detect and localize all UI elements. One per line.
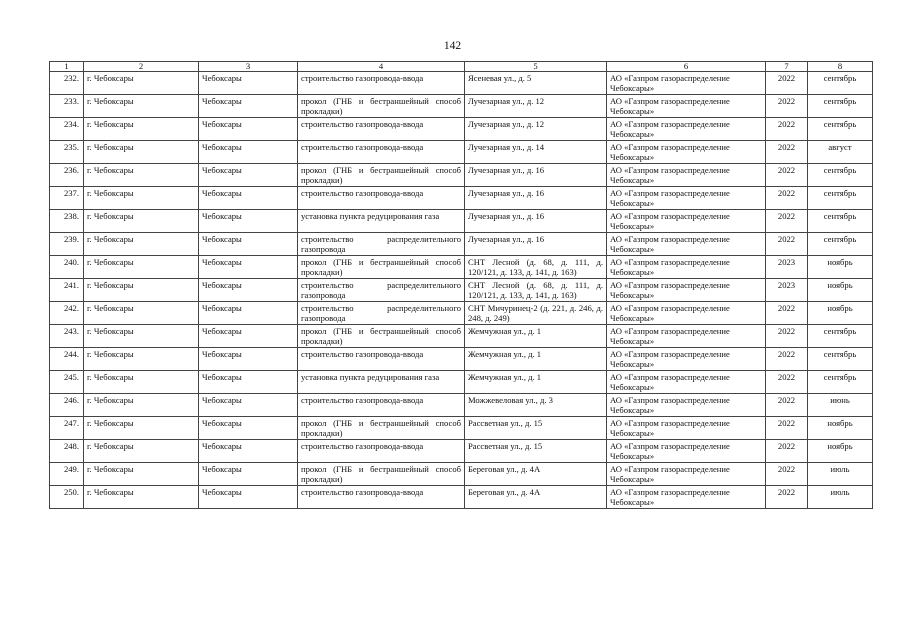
address-cell: СНТ Лесной (д. 68, д. 111, д. 120/121, д. 133, д. 141, д. 163) (465, 279, 607, 302)
locality-cell: Чебоксары (199, 187, 298, 210)
address-cell: Рассветная ул., д. 15 (465, 417, 607, 440)
row-number-cell: 238. (50, 210, 84, 233)
address-cell: Жемчужная ул., д. 1 (465, 371, 607, 394)
table-body (50, 72, 873, 509)
page-number: 142 (443, 40, 462, 52)
address-cell: Жемчужная ул., д. 1 (465, 325, 607, 348)
district-cell: г. Чебоксары (84, 210, 199, 233)
column-header: 6 (607, 62, 766, 72)
organization-cell: АО «Газпром газораспределение Чебоксары» (607, 95, 766, 118)
locality-cell: Чебоксары (199, 463, 298, 486)
organization-cell: АО «Газпром газораспределение Чебоксары» (607, 302, 766, 325)
district-cell: г. Чебоксары (84, 164, 199, 187)
table-row (50, 486, 873, 509)
work-type-cell: установка пункта редуцирования газа (298, 210, 465, 233)
district-cell: г. Чебоксары (84, 187, 199, 210)
work-type-cell: прокол (ГНБ и бестраншейный способ прокладки) (298, 325, 465, 348)
row-number-cell: 240. (50, 256, 84, 279)
year-cell: 2022 (766, 164, 808, 187)
organization-cell: АО «Газпром газораспределение Чебоксары» (607, 394, 766, 417)
month-cell: сентябрь (808, 95, 873, 118)
address-cell: Лучезарная ул., д. 16 (465, 233, 607, 256)
organization-cell: АО «Газпром газораспределение Чебоксары» (607, 118, 766, 141)
year-cell: 2022 (766, 302, 808, 325)
row-number-cell: 241. (50, 279, 84, 302)
locality-cell: Чебоксары (199, 302, 298, 325)
month-cell: ноябрь (808, 440, 873, 463)
column-header: 1 (50, 62, 84, 72)
district-cell: г. Чебоксары (84, 325, 199, 348)
table-row (50, 348, 873, 371)
district-cell: г. Чебоксары (84, 118, 199, 141)
row-number-cell: 232. (50, 72, 84, 95)
row-number-cell: 243. (50, 325, 84, 348)
address-cell: Береговая ул., д. 4А (465, 486, 607, 509)
year-cell: 2022 (766, 371, 808, 394)
row-number-cell: 234. (50, 118, 84, 141)
district-cell: г. Чебоксары (84, 440, 199, 463)
table-row (50, 394, 873, 417)
year-cell: 2022 (766, 187, 808, 210)
column-number-row (50, 62, 873, 72)
column-header: 5 (465, 62, 607, 72)
work-type-cell: строительство распределительного газопровода (298, 233, 465, 256)
row-number-cell: 249. (50, 463, 84, 486)
month-cell: ноябрь (808, 417, 873, 440)
month-cell: сентябрь (808, 233, 873, 256)
month-cell: ноябрь (808, 279, 873, 302)
organization-cell: АО «Газпром газораспределение Чебоксары» (607, 72, 766, 95)
work-type-cell: строительство распределительного газопровода (298, 302, 465, 325)
locality-cell: Чебоксары (199, 72, 298, 95)
locality-cell: Чебоксары (199, 486, 298, 509)
work-type-cell: строительство газопровода-ввода (298, 348, 465, 371)
address-cell: Лучезарная ул., д. 16 (465, 187, 607, 210)
organization-cell: АО «Газпром газораспределение Чебоксары» (607, 279, 766, 302)
work-type-cell: прокол (ГНБ и бестраншейный способ прокладки) (298, 417, 465, 440)
organization-cell: АО «Газпром газораспределение Чебоксары» (607, 164, 766, 187)
year-cell: 2022 (766, 72, 808, 95)
organization-cell: АО «Газпром газораспределение Чебоксары» (607, 233, 766, 256)
column-header: 8 (808, 62, 873, 72)
organization-cell: АО «Газпром газораспределение Чебоксары» (607, 256, 766, 279)
locality-cell: Чебоксары (199, 233, 298, 256)
table-row (50, 279, 873, 302)
year-cell: 2022 (766, 141, 808, 164)
locality-cell: Чебоксары (199, 371, 298, 394)
table-row (50, 440, 873, 463)
district-cell: г. Чебоксары (84, 95, 199, 118)
district-cell: г. Чебоксары (84, 256, 199, 279)
work-type-cell: строительство газопровода-ввода (298, 394, 465, 417)
address-cell: Лучезарная ул., д. 12 (465, 118, 607, 141)
locality-cell: Чебоксары (199, 95, 298, 118)
work-type-cell: прокол (ГНБ и бестраншейный способ прокладки) (298, 164, 465, 187)
row-number-cell: 250. (50, 486, 84, 509)
locality-cell: Чебоксары (199, 164, 298, 187)
work-type-cell: строительство газопровода-ввода (298, 187, 465, 210)
district-cell: г. Чебоксары (84, 417, 199, 440)
district-cell: г. Чебоксары (84, 348, 199, 371)
year-cell: 2022 (766, 118, 808, 141)
address-cell: Рассветная ул., д. 15 (465, 440, 607, 463)
locality-cell: Чебоксары (199, 118, 298, 141)
address-cell: Лучезарная ул., д. 14 (465, 141, 607, 164)
locality-cell: Чебоксары (199, 141, 298, 164)
row-number-cell: 233. (50, 95, 84, 118)
organization-cell: АО «Газпром газораспределение Чебоксары» (607, 417, 766, 440)
work-type-cell: прокол (ГНБ и бестраншейный способ прокладки) (298, 95, 465, 118)
locality-cell: Чебоксары (199, 256, 298, 279)
year-cell: 2022 (766, 440, 808, 463)
month-cell: август (808, 141, 873, 164)
month-cell: ноябрь (808, 256, 873, 279)
row-number-cell: 237. (50, 187, 84, 210)
year-cell: 2022 (766, 233, 808, 256)
district-cell: г. Чебоксары (84, 394, 199, 417)
table-row (50, 210, 873, 233)
district-cell: г. Чебоксары (84, 141, 199, 164)
work-type-cell: строительство газопровода-ввода (298, 118, 465, 141)
address-cell: СНТ Лесной (д. 68, д. 111, д. 120/121, д. 133, д. 141, д. 163) (465, 256, 607, 279)
month-cell: сентябрь (808, 187, 873, 210)
work-type-cell: строительство газопровода-ввода (298, 72, 465, 95)
row-number-cell: 242. (50, 302, 84, 325)
address-cell: Лучезарная ул., д. 16 (465, 164, 607, 187)
table-row (50, 371, 873, 394)
organization-cell: АО «Газпром газораспределение Чебоксары» (607, 210, 766, 233)
year-cell: 2022 (766, 348, 808, 371)
district-cell: г. Чебоксары (84, 279, 199, 302)
address-cell: Лучезарная ул., д. 12 (465, 95, 607, 118)
work-type-cell: строительство распределительного газопровода (298, 279, 465, 302)
column-header: 7 (766, 62, 808, 72)
table-row (50, 72, 873, 95)
year-cell: 2022 (766, 486, 808, 509)
month-cell: июнь (808, 394, 873, 417)
locality-cell: Чебоксары (199, 210, 298, 233)
locality-cell: Чебоксары (199, 440, 298, 463)
row-number-cell: 247. (50, 417, 84, 440)
work-type-cell: строительство газопровода-ввода (298, 440, 465, 463)
year-cell: 2022 (766, 325, 808, 348)
work-type-cell: строительство газопровода-ввода (298, 486, 465, 509)
gasification-table (49, 61, 873, 509)
district-cell: г. Чебоксары (84, 72, 199, 95)
month-cell: сентябрь (808, 164, 873, 187)
row-number-cell: 236. (50, 164, 84, 187)
address-cell: Жемчужная ул., д. 1 (465, 348, 607, 371)
row-number-cell: 246. (50, 394, 84, 417)
year-cell: 2023 (766, 279, 808, 302)
table-row (50, 302, 873, 325)
row-number-cell: 245. (50, 371, 84, 394)
organization-cell: АО «Газпром газораспределение Чебоксары» (607, 371, 766, 394)
row-number-cell: 248. (50, 440, 84, 463)
address-cell: Лучезарная ул., д. 16 (465, 210, 607, 233)
row-number-cell: 244. (50, 348, 84, 371)
organization-cell: АО «Газпром газораспределение Чебоксары» (607, 463, 766, 486)
work-type-cell: прокол (ГНБ и бестраншейный способ прокладки) (298, 256, 465, 279)
organization-cell: АО «Газпром газораспределение Чебоксары» (607, 440, 766, 463)
month-cell: сентябрь (808, 325, 873, 348)
locality-cell: Чебоксары (199, 279, 298, 302)
month-cell: сентябрь (808, 72, 873, 95)
table-row (50, 187, 873, 210)
table-row (50, 233, 873, 256)
address-cell: СНТ Мичуринец-2 (д. 221, д. 246, д. 248, д. 249) (465, 302, 607, 325)
month-cell: июль (808, 463, 873, 486)
table-row (50, 256, 873, 279)
month-cell: сентябрь (808, 348, 873, 371)
work-type-cell: установка пункта редуцирования газа (298, 371, 465, 394)
organization-cell: АО «Газпром газораспределение Чебоксары» (607, 187, 766, 210)
address-cell: Береговая ул., д. 4А (465, 463, 607, 486)
year-cell: 2022 (766, 95, 808, 118)
year-cell: 2022 (766, 394, 808, 417)
organization-cell: АО «Газпром газораспределение Чебоксары» (607, 325, 766, 348)
year-cell: 2022 (766, 417, 808, 440)
district-cell: г. Чебоксары (84, 486, 199, 509)
year-cell: 2023 (766, 256, 808, 279)
work-type-cell: строительство газопровода-ввода (298, 141, 465, 164)
locality-cell: Чебоксары (199, 325, 298, 348)
row-number-cell: 239. (50, 233, 84, 256)
table-row (50, 95, 873, 118)
month-cell: сентябрь (808, 118, 873, 141)
year-cell: 2022 (766, 210, 808, 233)
district-cell: г. Чебоксары (84, 371, 199, 394)
table-row (50, 463, 873, 486)
organization-cell: АО «Газпром газораспределение Чебоксары» (607, 348, 766, 371)
locality-cell: Чебоксары (199, 348, 298, 371)
column-header: 4 (298, 62, 465, 72)
locality-cell: Чебоксары (199, 417, 298, 440)
table-row (50, 164, 873, 187)
month-cell: сентябрь (808, 210, 873, 233)
table-row (50, 417, 873, 440)
table-row (50, 118, 873, 141)
district-cell: г. Чебоксары (84, 233, 199, 256)
organization-cell: АО «Газпром газораспределение Чебоксары» (607, 486, 766, 509)
month-cell: ноябрь (808, 302, 873, 325)
address-cell: Можжевеловая ул., д. 3 (465, 394, 607, 417)
month-cell: июль (808, 486, 873, 509)
row-number-cell: 235. (50, 141, 84, 164)
table-row (50, 325, 873, 348)
table-row (50, 141, 873, 164)
locality-cell: Чебоксары (199, 394, 298, 417)
column-header: 3 (199, 62, 298, 72)
organization-cell: АО «Газпром газораспределение Чебоксары» (607, 141, 766, 164)
address-cell: Ясеневая ул., д. 5 (465, 72, 607, 95)
year-cell: 2022 (766, 463, 808, 486)
district-cell: г. Чебоксары (84, 302, 199, 325)
column-header: 2 (84, 62, 199, 72)
district-cell: г. Чебоксары (84, 463, 199, 486)
month-cell: сентябрь (808, 371, 873, 394)
work-type-cell: прокол (ГНБ и бестраншейный способ прокладки) (298, 463, 465, 486)
